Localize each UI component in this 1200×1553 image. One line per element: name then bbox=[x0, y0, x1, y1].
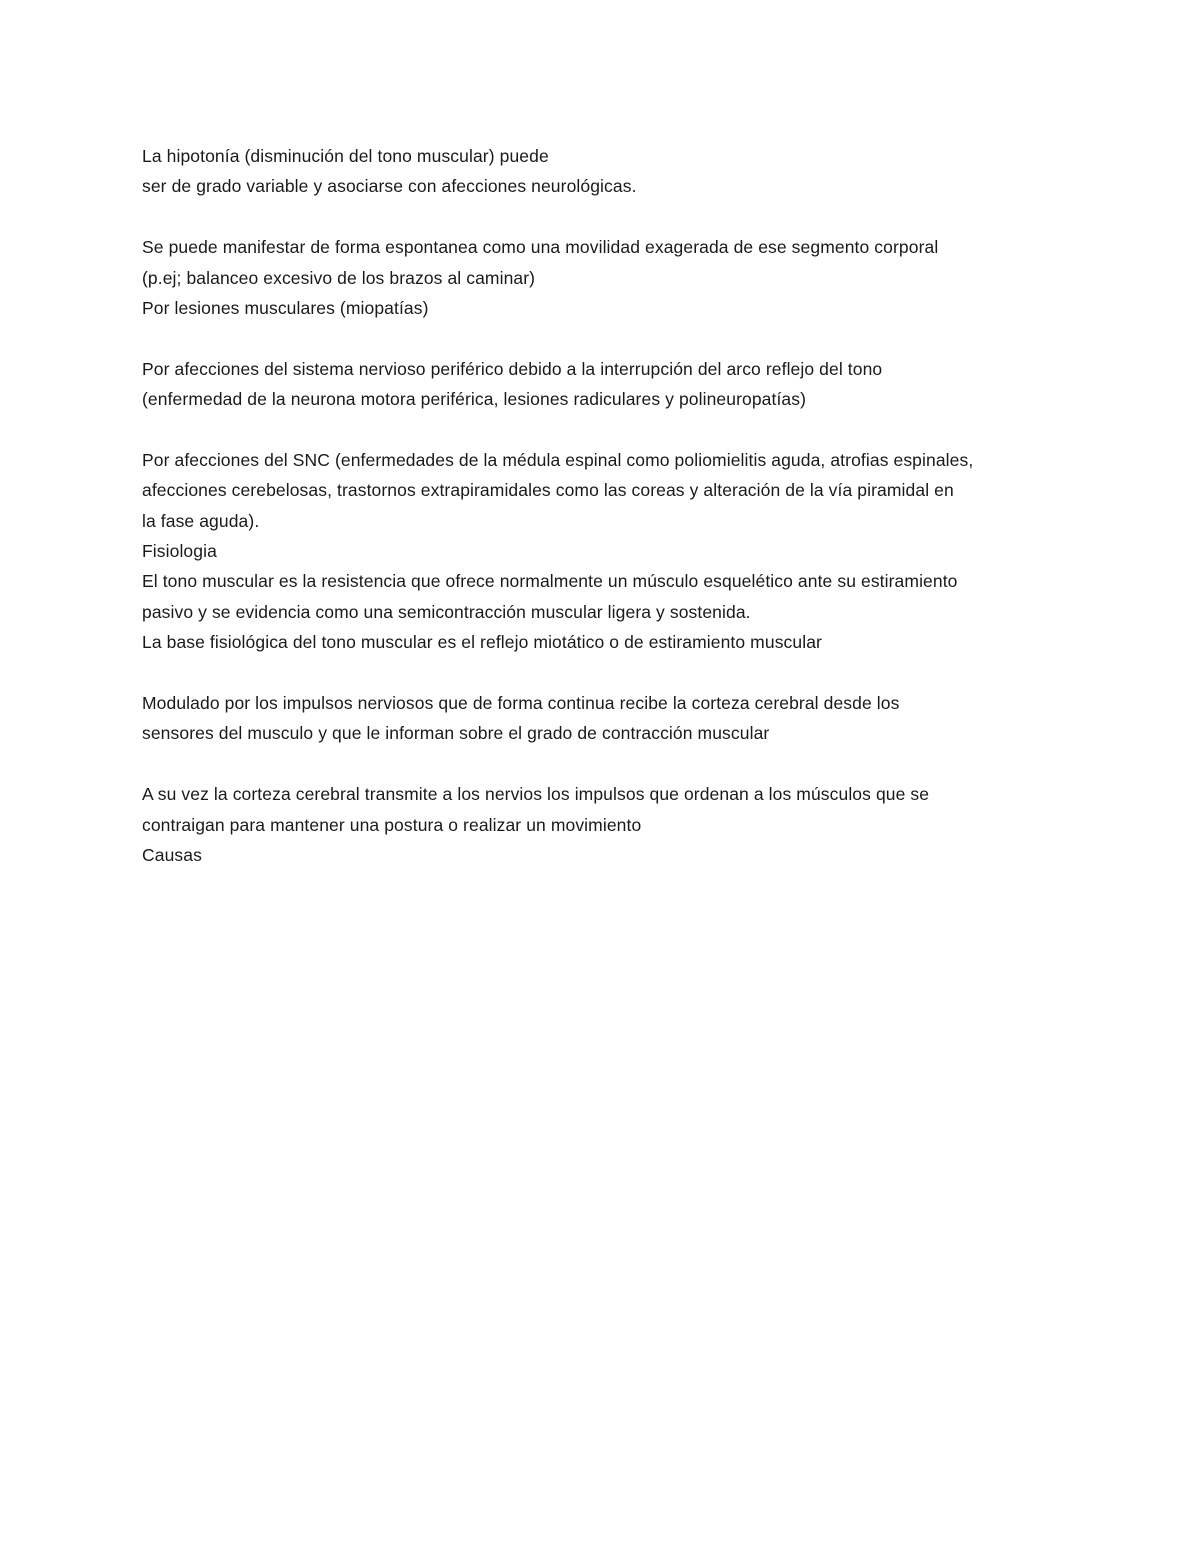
section-heading-fisiologia: Fisiologia bbox=[142, 541, 217, 562]
blank-line bbox=[142, 415, 1082, 445]
document-body bbox=[142, 141, 1082, 870]
blank-line bbox=[142, 323, 1082, 353]
text-line: La base fisiológica del tono muscular es el reflejo miotático o de estiramiento muscular bbox=[142, 632, 822, 653]
blank-line bbox=[142, 658, 1082, 688]
section-heading-causas: Causas bbox=[142, 844, 202, 865]
text-line: Por afecciones del sistema nervioso periférico debido a la interrupción del arco reflejo del tono bbox=[142, 358, 883, 379]
text-line: A su vez la corteza cerebral transmite a los nervios los impulsos que ordenan a los músculos que se bbox=[142, 784, 930, 805]
text-line: Modulado por los impulsos nerviosos que de forma continua recibe la corteza cerebral desde los bbox=[142, 693, 900, 714]
text-line: la fase aguda). bbox=[142, 510, 260, 531]
text-line: Por afecciones del SNC (enfermedades de la médula espinal como poliomielitis aguda, atrofias espinales, bbox=[142, 449, 974, 470]
text-line: Por lesiones musculares (miopatías) bbox=[142, 297, 429, 318]
blank-line bbox=[142, 202, 1082, 232]
text-line: afecciones cerebelosas, trastornos extrapiramidales como las coreas y alteración de la vía piramidal en bbox=[142, 480, 954, 501]
text-line: La hipotonía (disminución del tono muscular) puede bbox=[142, 146, 549, 166]
text-line: (p.ej; balanceo excesivo de los brazos al caminar) bbox=[142, 267, 536, 288]
text-line: sensores del musculo y que le informan sobre el grado de contracción muscular bbox=[142, 723, 770, 744]
text-line: ser de grado variable y asociarse con afecciones neurológicas. bbox=[142, 176, 637, 197]
text-line: (enfermedad de la neurona motora periférica, lesiones radiculares y polineuropatías) bbox=[142, 389, 807, 410]
blank-line bbox=[142, 749, 1082, 779]
text-line: pasivo y se evidencia como una semicontracción muscular ligera y sostenida. bbox=[142, 601, 751, 622]
text-line: contraigan para mantener una postura o realizar un movimiento bbox=[142, 814, 642, 835]
text-line: Se puede manifestar de forma espontanea como una movilidad exagerada de ese segmento corporal bbox=[142, 237, 939, 258]
text-line: El tono muscular es la resistencia que ofrece normalmente un músculo esquelético ante su estiramiento bbox=[142, 571, 958, 592]
